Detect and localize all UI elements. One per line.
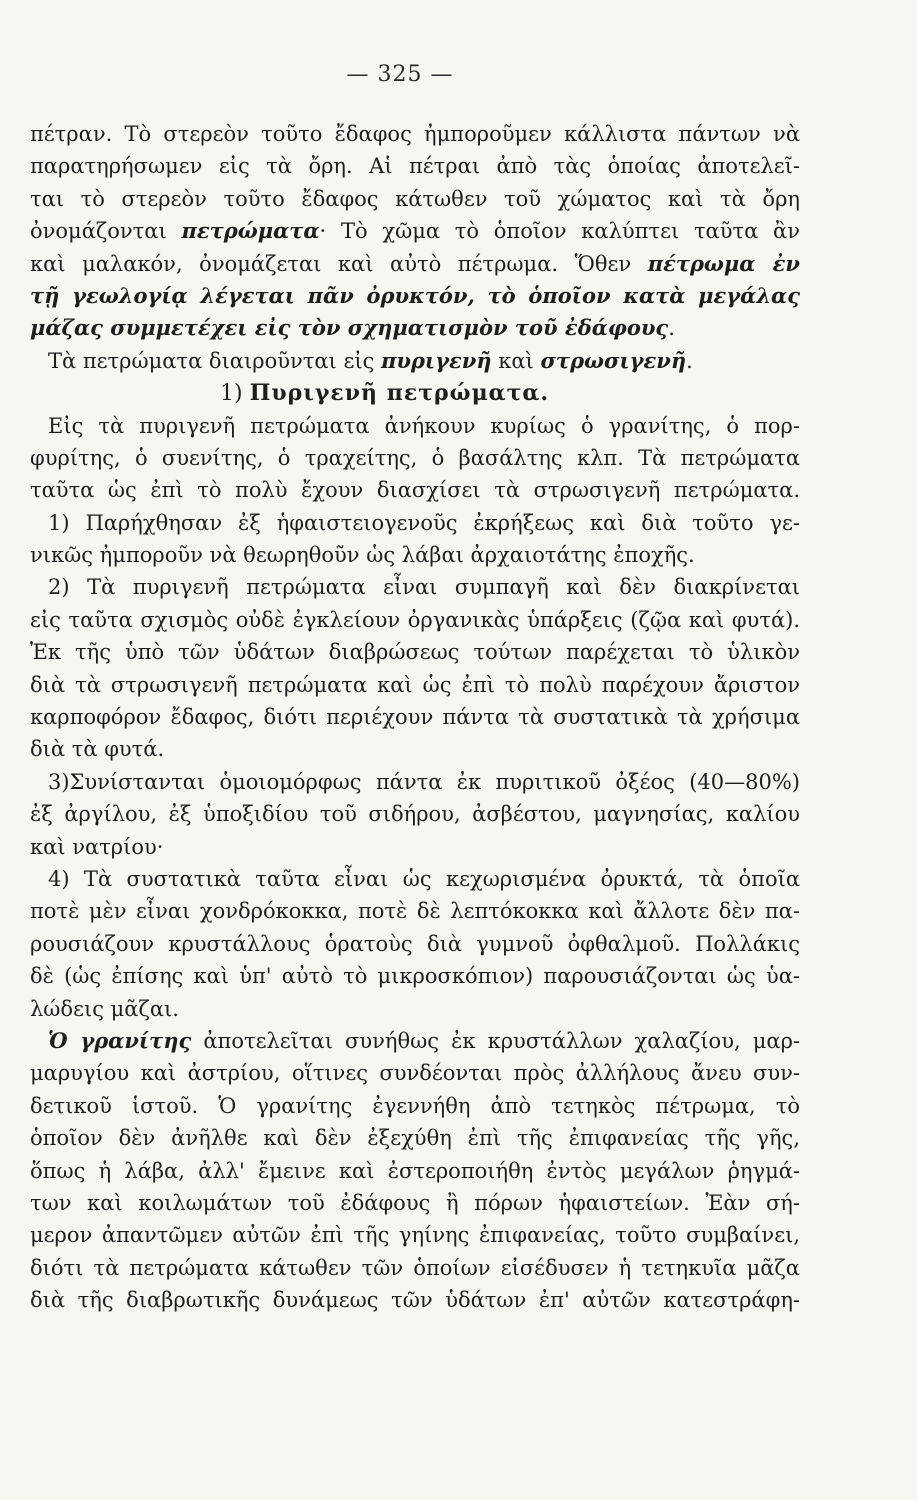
text-line: των καὶ κοιλωμάτων τοῦ ἐδάφους ἢ πόρων ἡφαιστείων. Ἐὰν σή- — [30, 1190, 800, 1215]
text-line: δὲ (ὡς ἐπίσης καὶ ὑπ' αὐτὸ τὸ μικροσκόπιον) παρουσιάζονται ὡς ὑα- — [30, 964, 800, 989]
text-line: μερον ἀπαντῶμεν αὐτῶν ἐπὶ τῆς γηίνης ἐπιφανείας, τοῦτο συμβαίνει, — [30, 1223, 800, 1248]
text-line: εἰς ταῦτα σχισμὸς οὐδὲ ἐγκλείουν ὀργανικὰς ὑπάρξεις (ζῷα καὶ φυτά). — [30, 607, 800, 632]
emphasis-definition: μάζας συμμετέχει εἰς τὸν σχηματισμὸν τοῦ ἐδάφους — [30, 315, 669, 341]
text-line — [30, 280, 800, 312]
text-line: μαρυγίου καὶ ἀστρίου, οἵτινες συνδέονται πρὸς ἀλλήλους ἄνευ συν- — [30, 1061, 800, 1086]
text-line: Εἰς τὰ πυριγενῆ πετρώματα ἀνήκουν κυρίως ὁ γρανίτης, ὁ πορ- — [48, 413, 800, 438]
text-line: μάζας συμμετέχει εἰς τὸν σχηματισμὸν τοῦ ἐδάφους. — [30, 315, 675, 341]
text-line: ταῦτα ὡς ἐπὶ τὸ πολὺ ἔχουν διασχίσει τὰ στρωσιγενῆ πετρώματα. — [30, 478, 800, 503]
text-line: διὰ τὰ στρωσιγενῆ πετρώματα καὶ ὡς ἐπὶ τὸ πολὺ παρέχουν ἄριστον — [30, 672, 800, 697]
text-line: ρουσιάζουν κρυστάλλους ὁρατοὺς διὰ γυμνοῦ ὀφθαλμοῦ. Πολλάκις — [30, 931, 800, 956]
emphasis-term: πυριγενῆ — [381, 347, 492, 373]
text-line: διὰ τῆς διαβρωτικῆς δυνάμεως τῶν ὑδάτων ἐπ' αὐτῶν κατεστράφη- — [30, 1288, 800, 1313]
body-text — [30, 118, 800, 1316]
text-line: 2) Τὰ πυριγενῆ πετρώματα εἶναι συμπαγῆ καὶ δὲν διακρίνεται — [48, 575, 800, 600]
text-line: πέτραν. Τὸ στερεὸν τοῦτο ἔδαφος ἠμποροῦμεν κάλλιστα πάντων νὰ — [30, 122, 800, 146]
text-line: 4) Τὰ συστατικὰ ταῦτα εἶναι ὡς κεχωρισμένα ὀρυκτά, τὰ ὁποῖα — [48, 866, 800, 891]
text-line: καρποφόρον ἔδαφος, διότι περιέχουν πάντα τὰ συστατικὰ τὰ χρήσιμα — [30, 705, 800, 730]
emphasis-definition: τῇ γεωλογίᾳ λέγεται πᾶν ὀρυκτόν, τὸ ὁποῖον κατὰ μεγάλας — [30, 282, 800, 308]
emphasis-term: πετρώματα — [181, 218, 320, 244]
text-line: καὶ νατρίου· — [30, 834, 164, 859]
text-line: ἐξ ἀργίλου, ἐξ ὑποξιδίου τοῦ σιδήρου, ἀσβέστου, μαγνησίας, καλίου — [30, 802, 800, 827]
text-line: διὰ τὰ φυτά. — [30, 737, 165, 762]
section-heading-title: Πυριγενῆ πετρώματα. — [249, 380, 549, 407]
text-line: Τὰ πετρώματα διαιροῦνται εἰς πυριγενῆ καὶ στρωσιγενῆ. — [48, 347, 693, 373]
text-line: Ὁ γρανίτης ἀποτελεῖται συνήθως ἐκ κρυστάλλων χαλαζίου, μαρ- — [48, 1027, 801, 1053]
text-line: Ἐκ τῆς ὑπὸ τῶν ὑδάτων διαβρώσεως τούτων παρέχεται τὸ ὑλικὸν — [30, 640, 800, 665]
text-line: ποτὲ μὲν εἶναι χονδρόκοκκα, ποτὲ δὲ λεπτόκοκκα καὶ ἄλλοτε δὲν πα- — [30, 899, 800, 924]
section-heading: 1) Πυριγενῆ πετρώματα. — [220, 380, 549, 407]
text-line: 1) Παρήχθησαν ἐξ ἡφαιστειογενοῦς ἐκρήξεως καὶ διὰ τοῦτο γε- — [48, 510, 800, 535]
text-line: δετικοῦ ἱστοῦ. Ὁ γρανίτης ἐγεννήθη ἀπὸ τετηκὸς πέτρωμα, τὸ — [30, 1093, 800, 1118]
text-line: ὁποῖον δὲν ἀνῆλθε καὶ δὲν ἐξεχύθη ἐπὶ τῆς ἐπιφανείας τῆς γῆς, — [30, 1126, 800, 1151]
text-line: παρατηρήσωμεν εἰς τὰ ὄρη. Αἱ πέτραι ἀπὸ τὰς ὁποίας ἀποτελεῖ- — [30, 154, 800, 179]
text-line: ὀνομάζονται πετρώματα· Τὸ χῶμα τὸ ὁποῖον καλύπτει ταῦτα ἂν — [30, 218, 800, 244]
emphasis-term: στρωσιγενῆ — [540, 347, 687, 373]
text-line: διότι τὰ πετρώματα κάτωθεν τῶν ὁποίων εἰσέδυσεν ἡ τετηκυῖα μᾶζα — [30, 1255, 800, 1280]
emphasis-definition: πέτρωμα ἐν — [647, 250, 800, 276]
text-line: ται τὸ στερεὸν τοῦτο ἔδαφος κάτωθεν τοῦ χώματος καὶ τὰ ὄρη — [30, 186, 800, 211]
text-line: καὶ μαλακόν, ὀνομάζεται καὶ αὐτὸ πέτρωμα. Ὅθεν πέτρωμα ἐν — [30, 250, 800, 276]
text-line: 3)Συνίστανται ὁμοιομόρφως πάντα ἐκ πυριτικοῦ ὀξέος (40—80%) — [48, 769, 800, 794]
text-line: νικῶς ἠμποροῦν νὰ θεωρηθοῦν ὡς λάβαι ἀρχαιοτάτης ἐποχῆς. — [30, 543, 695, 568]
emphasis-term: Ὁ γρανίτης — [48, 1027, 192, 1053]
page-number: — 325 — — [346, 62, 454, 87]
text-line: ὅπως ἡ λάβα, ἀλλ' ἔμεινε καὶ ἐστεροποιήθη ἐντὸς μεγάλων ῥηγμά- — [30, 1158, 800, 1183]
text-line: λώδεις μᾶζαι. — [30, 996, 179, 1021]
text-line: φυρίτης, ὁ συενίτης, ὁ τραχείτης, ὁ βασάλτης κλπ. Τὰ πετρώματα — [30, 445, 800, 470]
